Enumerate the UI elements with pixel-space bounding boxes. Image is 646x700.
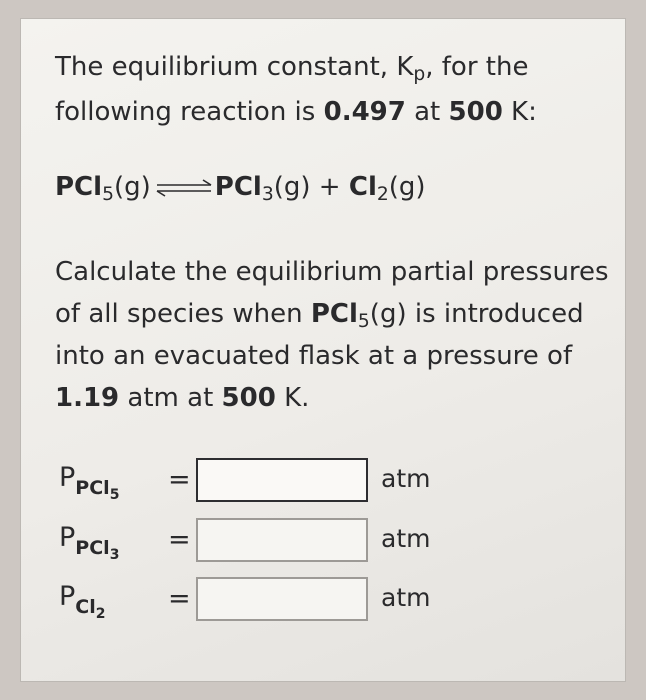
species-name: PCl xyxy=(75,536,110,559)
equilibrium-arrow-icon xyxy=(155,179,213,197)
pressure-label-pcl5 xyxy=(59,462,119,502)
pcl3-pressure-input[interactable] xyxy=(196,518,368,562)
species-name: Cl xyxy=(75,595,96,618)
equals-sign: = xyxy=(168,464,191,495)
temperature-value: 500 xyxy=(221,383,276,413)
pressure-symbol: P xyxy=(59,581,76,612)
species-subscript: 2 xyxy=(95,605,106,622)
question-segment: Calculate the equilibrium partial pressures of all species when xyxy=(55,257,609,329)
reactant-subscript: 5 xyxy=(102,184,114,206)
intro-text: K: xyxy=(502,97,537,127)
question-card xyxy=(20,18,626,682)
pressure-value: 1.19 xyxy=(55,383,120,413)
reaction-equation xyxy=(55,167,426,207)
product1-subscript: 3 xyxy=(261,184,274,206)
question-segment: is introduced into an evacuated flask at a pressure of xyxy=(55,299,584,371)
pressure-symbol: P xyxy=(59,462,76,493)
question-segment: K. xyxy=(275,383,310,413)
species-state: (g) xyxy=(369,299,407,329)
equals-sign: = xyxy=(168,583,191,614)
species-name: PCl xyxy=(75,476,110,499)
temperature-value: 500 xyxy=(448,97,503,127)
species-subscript: 5 xyxy=(357,311,370,333)
equals-sign: = xyxy=(168,524,191,555)
question-segment: atm at xyxy=(119,383,222,413)
product2-subscript: 2 xyxy=(376,184,389,206)
problem-statement xyxy=(55,45,615,135)
reactant-state: (g) xyxy=(113,172,151,202)
reactant-formula: PCl xyxy=(55,172,103,202)
cl2-pressure-input[interactable] xyxy=(196,577,368,621)
species-subscript: 5 xyxy=(109,486,120,503)
species-subscript: 3 xyxy=(109,546,120,563)
plus-sign: + xyxy=(310,172,349,202)
pcl5-pressure-input[interactable] xyxy=(196,458,368,502)
product2-formula: Cl xyxy=(348,172,377,202)
unit-label: atm xyxy=(381,524,431,553)
kp-subscript: p xyxy=(413,64,426,86)
pressure-symbol: P xyxy=(59,522,76,553)
pressure-label-cl2 xyxy=(59,581,106,621)
species-formula: PCl xyxy=(310,299,358,329)
intro-text: The equilibrium constant, K xyxy=(55,52,414,82)
intro-text: , for the following reaction is xyxy=(55,52,529,127)
product1-state: (g) xyxy=(273,172,311,202)
kp-value: 0.497 xyxy=(323,97,406,127)
pressure-label-pcl3 xyxy=(59,522,119,562)
intro-text: at xyxy=(405,97,449,127)
product1-formula: PCl xyxy=(214,172,262,202)
product2-state: (g) xyxy=(388,172,426,202)
unit-label: atm xyxy=(381,583,431,612)
question-text xyxy=(55,251,615,419)
unit-label: atm xyxy=(381,464,431,493)
